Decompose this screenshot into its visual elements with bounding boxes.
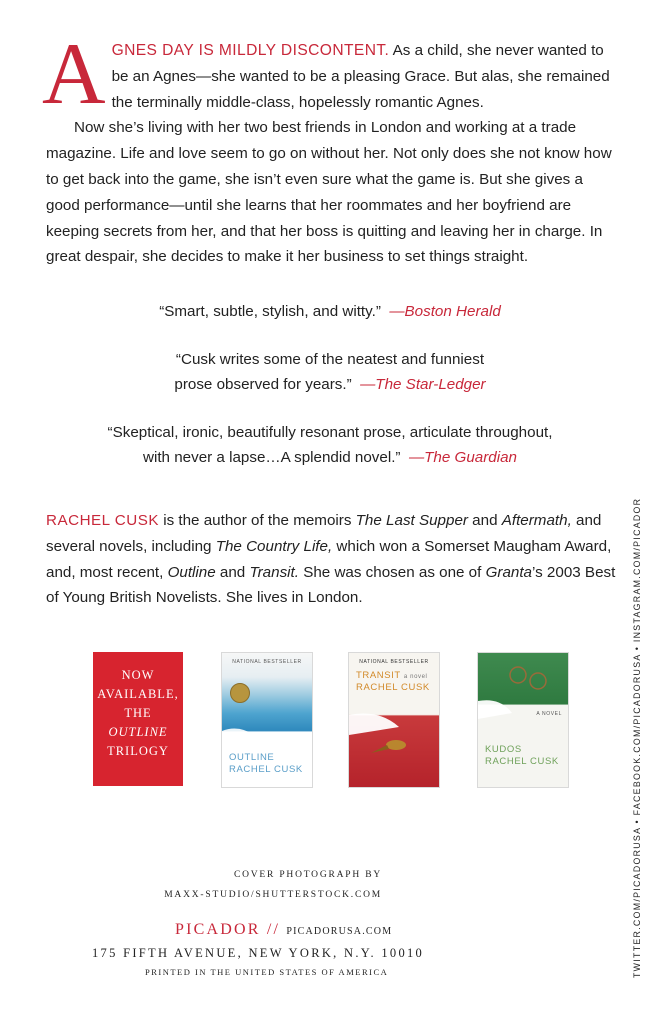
quote-text: “Skeptical, ironic, beautifully resonant prose, articulate throughout, — [107, 424, 553, 441]
outline-trilogy-promo — [93, 652, 183, 786]
blurb-paragraph-1-text: As a child, she never wanted to be an Agnes—she wanted to be a pleasing Grace. But alas, she remained the terminally middle-class, hopelessly romantic Agnes. — [111, 42, 610, 111]
bio-text: is the author of the memoirs — [158, 512, 356, 529]
bird-illustration-icon — [349, 653, 439, 787]
author-bio — [46, 508, 616, 611]
cover-tag: NATIONAL BESTSELLER — [232, 659, 302, 665]
promo-line: OUTLINE — [108, 725, 168, 739]
blurb-paragraph-1 — [42, 26, 616, 123]
printed-in: PRINTED IN THE UNITED STATES OF AMERICA — [145, 967, 389, 977]
cover-author: RACHEL CUSK — [356, 682, 430, 693]
quote-star-ledger — [0, 347, 660, 397]
bio-book-title: Aftermath, — [501, 512, 572, 529]
quote-text-line-2: with never a lapse…A splendid novel.” — [142, 449, 401, 466]
bio-magazine-title: Granta — [485, 563, 533, 581]
quote-text-line-2: prose observed for years.” — [174, 376, 352, 393]
quote-source: —The Guardian — [408, 449, 517, 466]
quote-text: “Smart, subtle, stylish, and witty.” — [159, 303, 381, 320]
bio-book-title: Outline — [167, 563, 216, 581]
publisher-url: PICADORUSA.COM — [286, 926, 393, 937]
quote-source: —Boston Herald — [389, 303, 501, 320]
cover-title: OUTLINE — [229, 752, 275, 763]
book-blurb — [42, 26, 616, 270]
promo-line: AVAILABLE, — [97, 687, 179, 701]
social-links: TWITTER.COM/PICADORUSA • FACEBOOK.COM/PICADORUSA • INSTAGRAM.COM/PICADOR — [632, 497, 642, 978]
cover-title: KUDOS — [485, 744, 522, 755]
publisher-line — [175, 921, 392, 939]
author-name: RACHEL CUSK — [46, 512, 159, 529]
photo-credit-line-1: COVER PHOTOGRAPH BY — [233, 870, 382, 880]
cover-author: RACHEL CUSK — [229, 764, 303, 775]
quote-boston-herald — [0, 299, 660, 324]
cover-tag: A NOVEL — [536, 711, 562, 717]
drop-cap: A — [42, 26, 106, 123]
bio-text: and — [467, 512, 502, 529]
promo-line: TRILOGY — [107, 744, 169, 758]
cover-title: TRANSIT — [356, 670, 401, 681]
bio-text: She was chosen as one of — [298, 563, 486, 581]
promo-line: NOW — [121, 668, 155, 682]
bio-book-title: Transit. — [249, 563, 299, 581]
publisher-name: PICADOR // — [175, 921, 281, 938]
cover-subtitle: a novel — [403, 674, 428, 680]
bio-text: and — [215, 563, 250, 581]
cover-tag: NATIONAL BESTSELLER — [359, 659, 429, 665]
blurb-lead-in: GNES DAY IS MILDLY DISCONTENT. — [111, 42, 390, 59]
photo-credit-line-2: MAXX-STUDIO/SHUTTERSTOCK.COM — [164, 890, 382, 900]
quote-source: —The Star-Ledger — [360, 376, 486, 393]
promo-line: THE — [124, 706, 152, 720]
book-cover-kudos — [477, 652, 569, 788]
bio-text: which won a Somerset Maugham Award, and, most recent, — [46, 537, 612, 581]
cover-author: RACHEL CUSK — [485, 756, 559, 767]
publisher-address: 175 FIFTH AVENUE, NEW YORK, N.Y. 10010 — [92, 946, 425, 960]
bio-book-title: The Last Supper — [355, 512, 468, 529]
blurb-paragraph-2: Now she’s living with her two best friends in London and working at a trade magazine. Life and love seem to go on without her. Not only does she not know how to get back into the game, she isn’t even sure what the game is. But she gives a good performance—until she learns that her roommates and her boyfriend are keeping secrets from her, and that her boss is quitting and leaving her in charge. In great despair, she decides to make it her business to set things straight. — [46, 119, 612, 266]
quote-guardian — [0, 420, 660, 470]
book-cover-outline — [221, 652, 313, 788]
bio-text: and several novels, including — [46, 512, 602, 555]
bio-text: ’s 2003 Best of Young British Novelists. She lives in London. — [46, 563, 616, 607]
bio-book-title: The Country Life, — [215, 537, 333, 555]
book-cover-transit — [348, 652, 440, 788]
quote-text: “Cusk writes some of the neatest and funniest — [175, 351, 485, 368]
